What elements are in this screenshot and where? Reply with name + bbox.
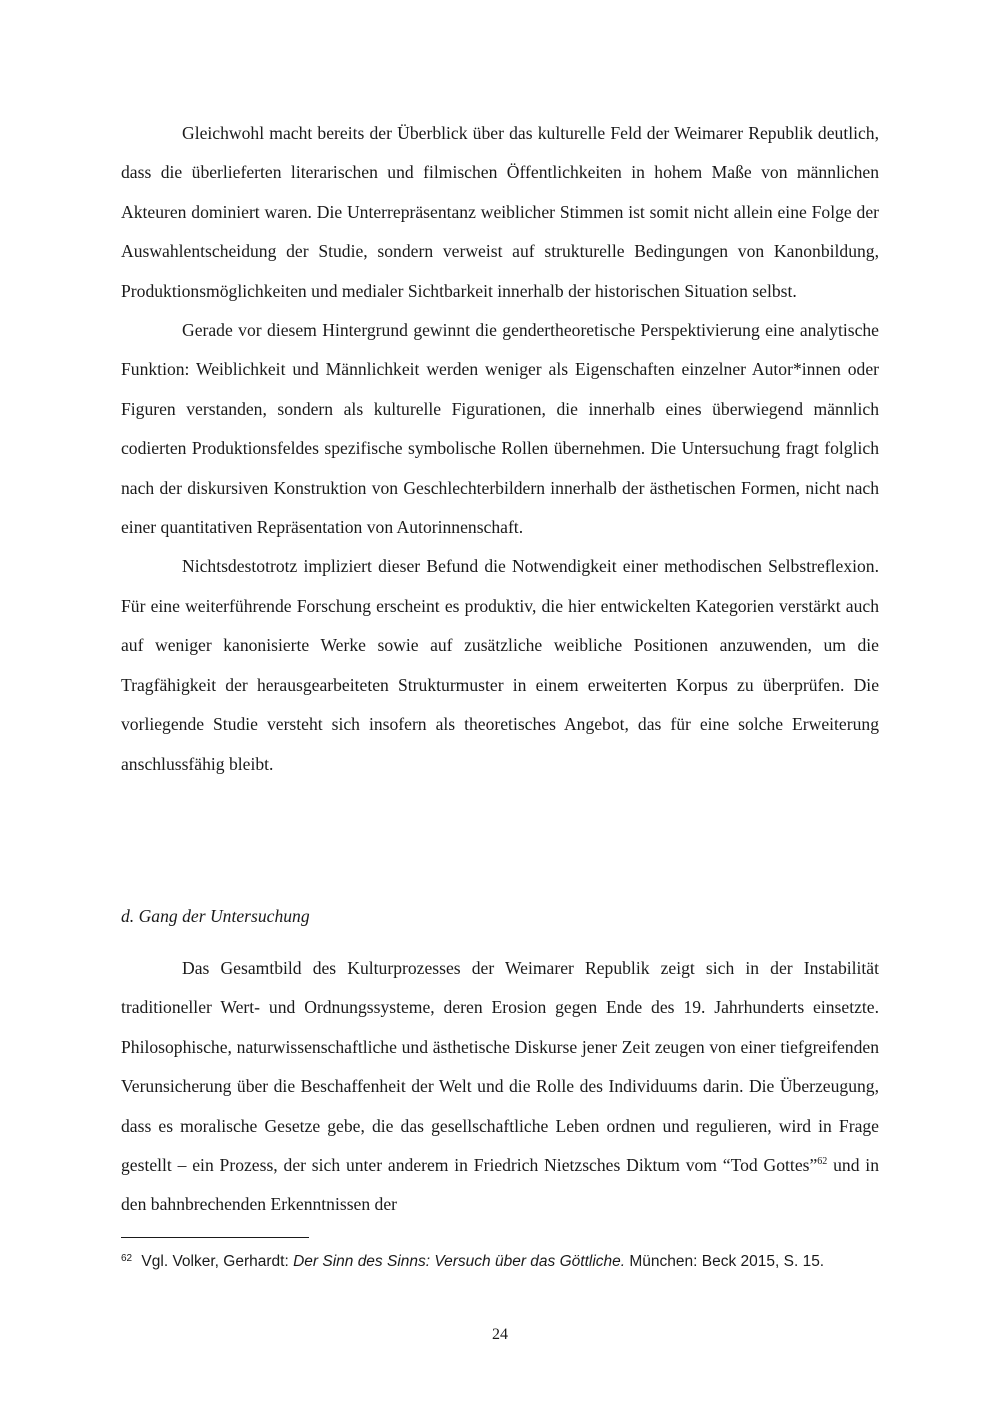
footnote-title: Der Sinn des Sinns: Versuch über das Göttliche.: [293, 1253, 626, 1270]
section-heading: d. Gang der Untersuchung: [121, 906, 310, 926]
paragraph: Gerade vor diesem Hintergrund gewinnt die gendertheoretische Perspektivierung eine analytische Funktion: Weiblichkeit und Männlichkeit werden weniger als Eigenschaften einzelner Autor*innen oder Figuren verstanden, sondern als kulturelle Figurationen, die innerhalb eines überwiegend männlich codierten Produktionsfeldes spezifische symbolische Rollen übernehmen. Die Untersuchung fragt folglich nach der diskursiven Konstruktion von Geschlechterbildern innerhalb der ästhetischen Formen, nicht nach einer quantitativen Repräsentation von Autorinnenschaft.: [121, 320, 879, 538]
paragraph: [121, 949, 879, 1225]
footnote-separator: [121, 1237, 309, 1238]
footnote: [121, 1248, 861, 1272]
page-number: 24: [492, 1326, 508, 1343]
paragraph: Gleichwohl macht bereits der Überblick über das kulturelle Feld der Weimarer Republik deutlich, dass die überlieferten literarischen und filmischen Öffentlichkeiten in hohem Maße von männlichen Akteuren dominiert waren. Die Unterrepräsentanz weiblicher Stimmen ist somit nicht allein eine Folge der Auswahlentscheidung der Studie, sondern verweist auf strukturelle Bedingungen von Kanonbildung, Produktionsmöglichkeiten und medialer Sichtbarkeit innerhalb der historischen Situation selbst.: [121, 123, 879, 301]
paragraph-text: Das Gesamtbild des Kulturprozesses der Weimarer Republik zeigt sich in der Instabilität traditioneller Wert- und Ordnungssysteme, deren Erosion gegen Ende des 19. Jahrhunderts einsetzte. Philosophische, naturwissenschaftliche und ästhetische Diskurse jener Zeit zeugen von einer tiefgreifenden Verunsicherung über die Beschaffenheit der Welt und die Rolle des Individuums darin. Die Überzeugung, dass es moralische Gesetze gebe, die das gesellschaftliche Leben ordnen und regulieren, wird in Frage gestellt – ein Prozess, der sich unter anderem in Friedrich Nietzsches Diktum vom “Tod Gottes”: [121, 958, 879, 1176]
paragraph-text-continued: und in den bahnbrechenden Erkenntnissen der: [121, 1155, 879, 1215]
footnote-reference[interactable]: 62: [817, 1156, 828, 1168]
footnote-number: 62: [121, 1253, 133, 1264]
footnote-prefix: Vgl. Volker, Gerhardt:: [137, 1253, 294, 1270]
paragraph: Nichtsdestotrotz impliziert dieser Befund die Notwendigkeit einer methodischen Selbstreflexion. Für eine weiterführende Forschung erscheint es produktiv, die hier entwickelten Kategorien verstärkt auch auf weniger kanonisierte Werke sowie auf zusätzliche weibliche Positionen anzuwenden, um die Tragfähigkeit der herausgearbeiteten Strukturmuster in einem erweiterten Korpus zu überprüfen. Die vorliegende Studie versteht sich insofern als theoretisches Angebot, das für eine solche Erweiterung anschlussfähig bleibt.: [121, 556, 879, 774]
section-body-text: [121, 949, 879, 1225]
footnote-suffix: München: Beck 2015, S. 15.: [625, 1253, 825, 1270]
body-text-block: [121, 114, 879, 784]
